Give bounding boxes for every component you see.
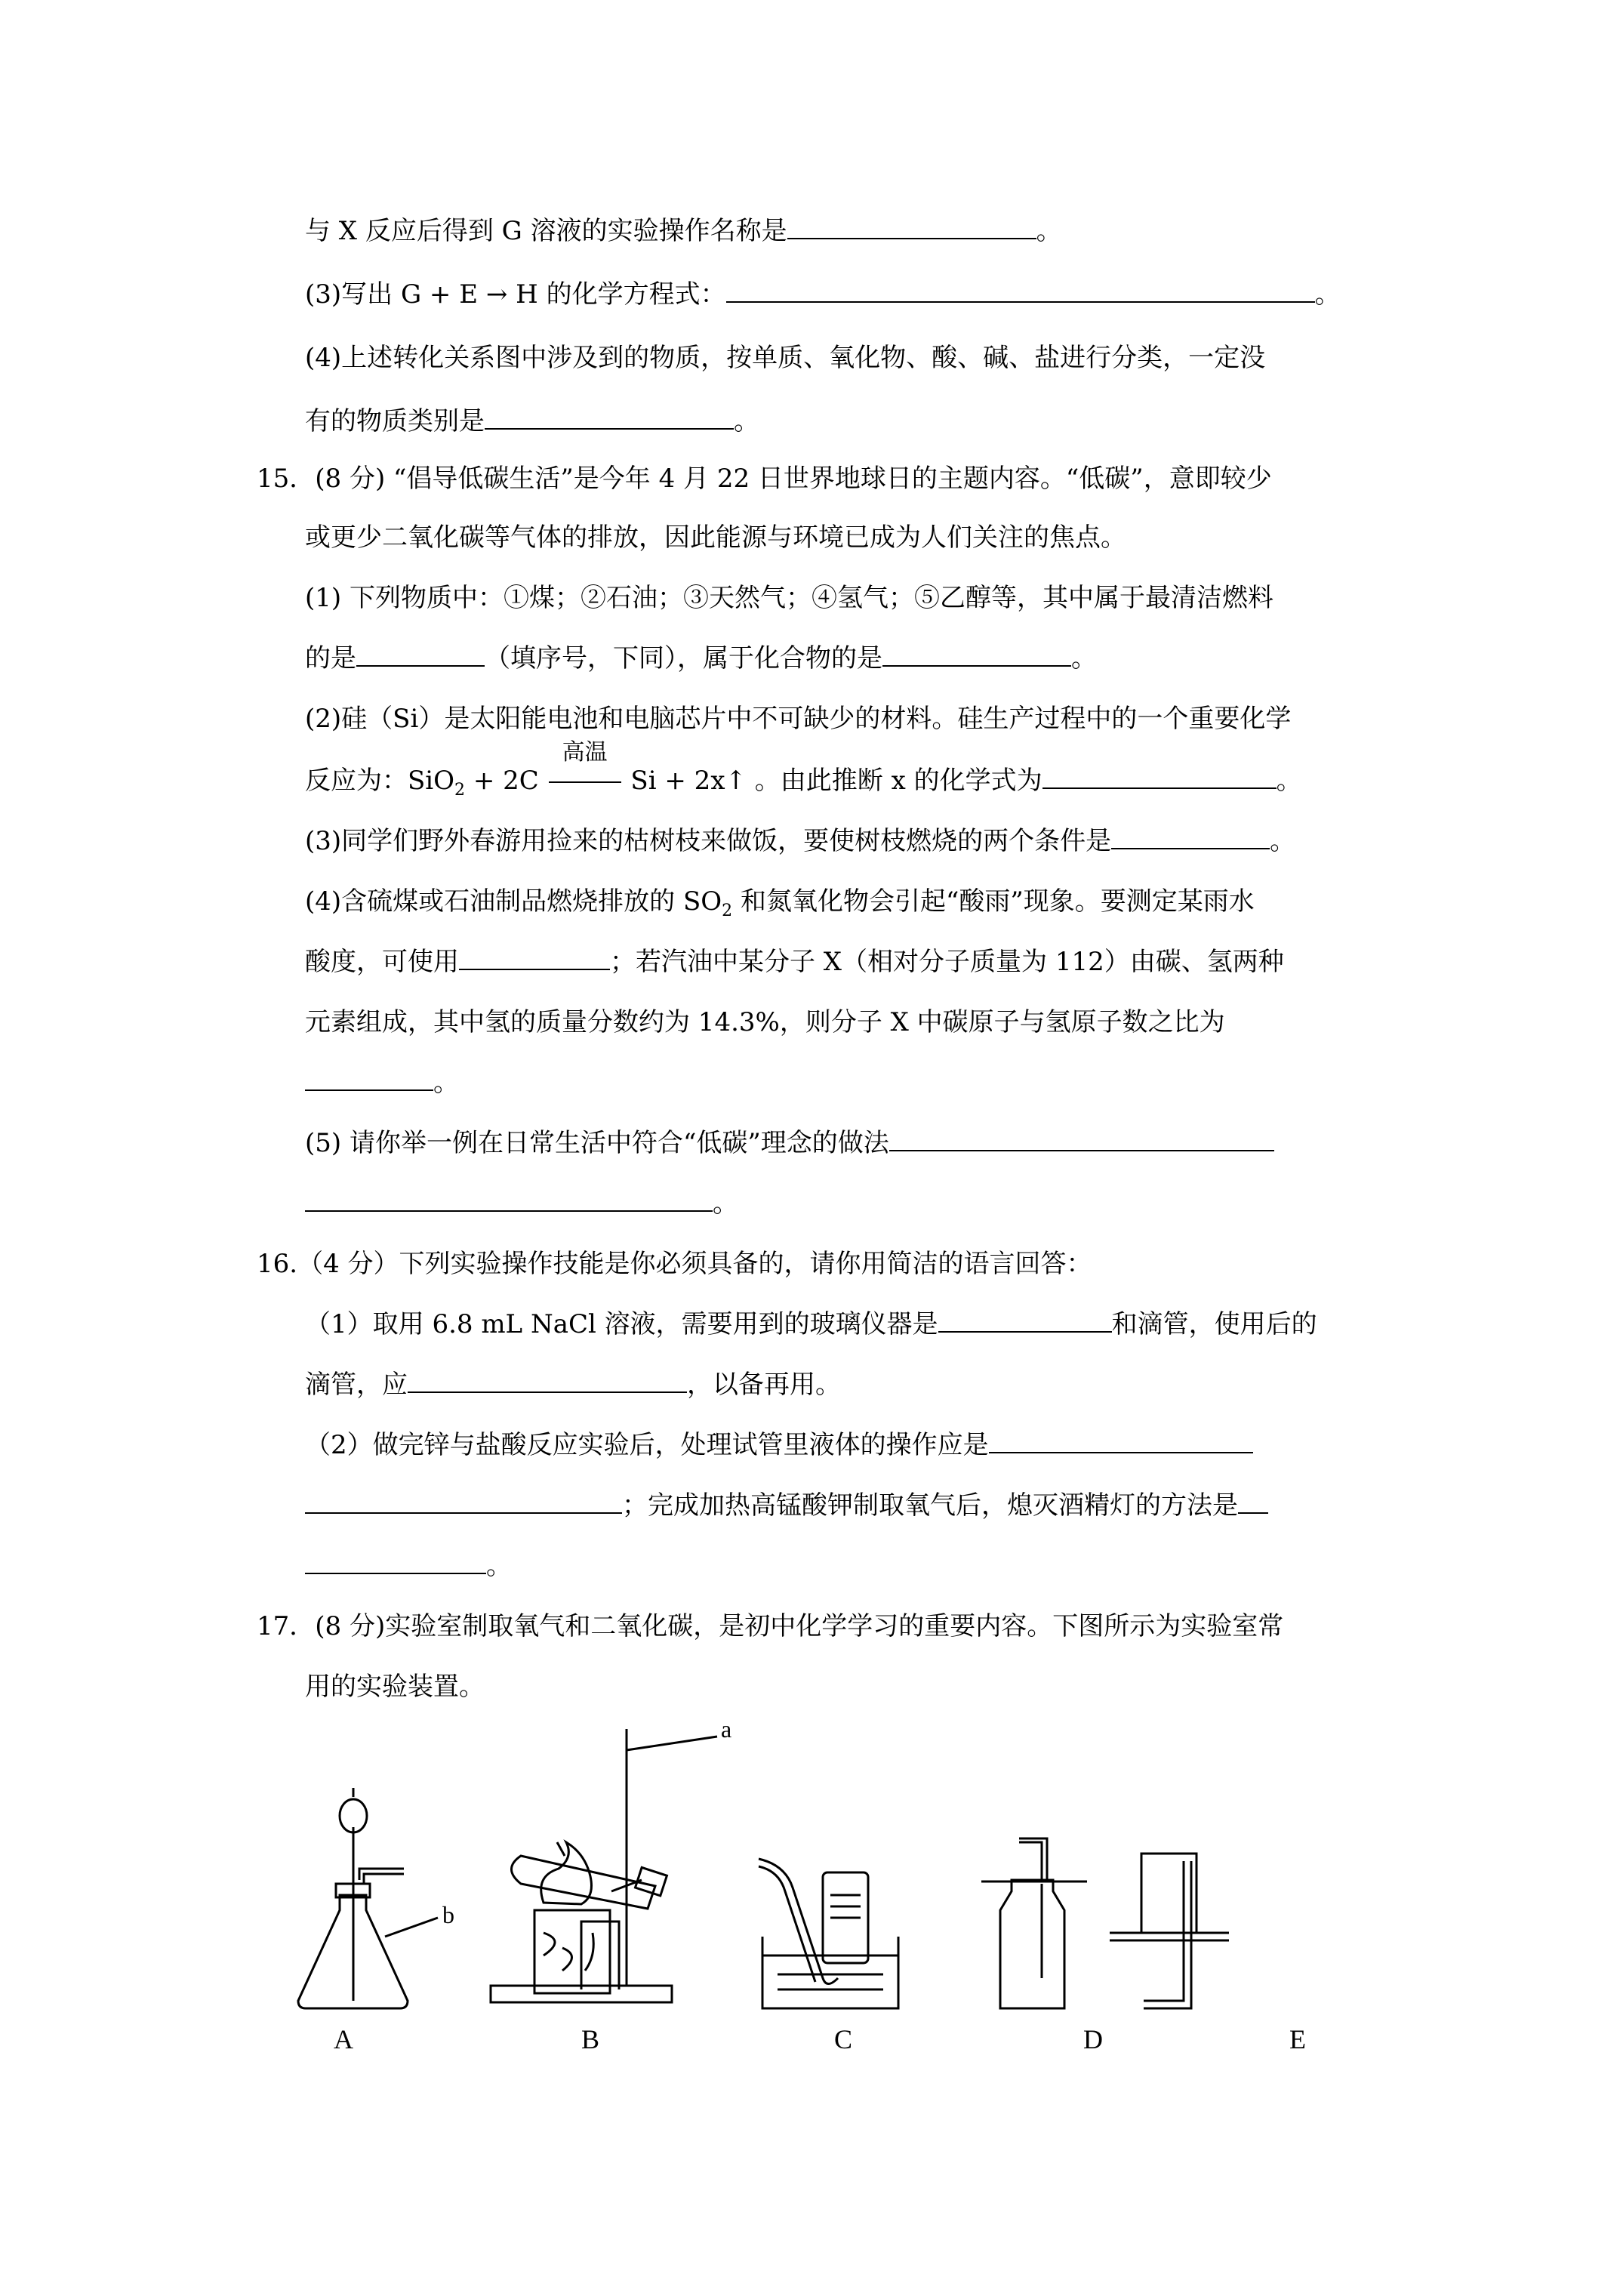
q15-part5-line2: 。 — [305, 1187, 738, 1220]
apparatus-drawing — [294, 1729, 1374, 2061]
q15-part2-line2: 反应为：SiO$_2$ + 2C 高温 Si + 2x↑ 。由此推断 x 的化学式为 。 — [305, 739, 1302, 800]
answer-blank[interactable] — [1238, 1490, 1268, 1514]
answer-blank[interactable] — [305, 1067, 433, 1091]
figure-label-a: A — [334, 2024, 353, 2054]
answer-blank[interactable] — [882, 643, 1071, 667]
marker-a: a — [721, 1715, 732, 1743]
answer-blank[interactable] — [889, 1127, 1274, 1151]
apparatus-a-conical-flask — [298, 1788, 438, 2008]
answer-blank[interactable] — [1042, 765, 1277, 789]
q16-part1-line1: （1）取用 6.8 mL NaCl 溶液，需要用到的玻璃仪器是 和滴管，使用后的 — [305, 1309, 1317, 1339]
answer-blank[interactable] — [305, 1188, 713, 1212]
q15-part1-line2: 的是 （填序号，下同），属于化合物的是 。 — [305, 643, 1097, 673]
figure-label-b: B — [581, 2024, 600, 2054]
answer-blank[interactable] — [305, 1490, 622, 1514]
q15-part1-line1: (1) 下列物质中：①煤；②石油；③天然气；④氢气；⑤乙醇等，其中属于最清洁燃料 — [305, 583, 1273, 613]
reaction-condition-arrow: 高温 — [547, 764, 623, 797]
q15-part4-line3: 元素组成，其中氢的质量分数约为 14.3%，则分子 X 中碳原子与氢原子数之比为 — [305, 1007, 1225, 1037]
figure-label-e: E — [1289, 2024, 1306, 2054]
q16-part2-line2: ；完成加热高锰酸钾制取氧气后，熄灭酒精灯的方法是 — [305, 1489, 1268, 1522]
answer-blank[interactable] — [408, 1369, 687, 1393]
q16-heading: 16.（4 分）下列实验操作技能是你必须具备的，请你用简洁的语言回答： — [257, 1249, 1092, 1279]
q15-part4-line1: (4)含硫煤或石油制品燃烧排放的 $SO_2$ 和氮氧化物会引起“酸雨”现象。要测定某雨水 — [305, 886, 1255, 920]
answer-blank[interactable] — [305, 1550, 486, 1574]
marker-b: b — [442, 1901, 454, 1928]
figure-label-d: D — [1083, 2024, 1103, 2054]
q14-part4-line2: 有的物质类别是 。 — [305, 406, 759, 436]
q15-part4-line4: 。 — [305, 1066, 459, 1099]
apparatus-d-gas-jar — [981, 1838, 1087, 2008]
answer-blank[interactable] — [459, 946, 610, 970]
lab-apparatus-figure — [294, 1715, 1374, 2061]
q15-part3: (3)同学们野外春游用捡来的枯树枝来做饭，要使树枝燃烧的两个条件是 。 — [305, 826, 1296, 856]
q15-part5-line1: (5) 请你举一例在日常生活中符合“低碳”理念的做法 — [305, 1126, 1274, 1160]
answer-blank[interactable] — [485, 405, 734, 430]
apparatus-c-water-trough — [759, 1859, 898, 2008]
q15-heading-line1: 15．(8 分) “倡导低碳生活”是今年 4 月 22 日世界地球日的主题内容。“低碳”，意即较少 — [257, 464, 1272, 494]
answer-blank[interactable] — [938, 1308, 1112, 1333]
q16-part1-line2: 滴管，应 ，以备再用。 — [305, 1370, 841, 1400]
q17-heading-line2: 用的实验装置。 — [305, 1672, 485, 1702]
figure-label-c: C — [834, 2024, 853, 2054]
answer-blank[interactable] — [356, 643, 485, 667]
q14-part4-line1: (4)上述转化关系图中涉及到的物质，按单质、氧化物、酸、碱、盐进行分类，一定没 — [305, 343, 1266, 373]
q16-part2-line1: （2）做完锌与盐酸反应实验后，处理试管里液体的操作应是 — [305, 1428, 1253, 1462]
q15-part2-line1: (2)硅（Si）是太阳能电池和电脑芯片中不可缺少的材料。硅生产过程中的一个重要化学 — [305, 704, 1292, 734]
q15-part4-line2: 酸度，可使用 ；若汽油中某分子 X（相对分子质量为 112）由碳、氢两种 — [305, 947, 1284, 977]
q15-heading-line2: 或更少二氧化碳等气体的排放，因此能源与环境已成为人们关注的焦点。 — [305, 522, 1126, 553]
q17-heading-line1: 17．(8 分)实验室制取氧气和二氧化碳，是初中化学学习的重要内容。下图所示为实验室常 — [257, 1611, 1284, 1641]
apparatus-b-heating-setup — [491, 1729, 717, 2002]
apparatus-e-inverted-jar — [1110, 1854, 1229, 2008]
answer-blank[interactable] — [989, 1429, 1253, 1453]
answer-blank[interactable] — [1111, 825, 1270, 849]
answer-blank[interactable] — [787, 215, 1036, 239]
q14-part3: (3)写出 G + E → H 的化学方程式： 。 — [305, 279, 1341, 310]
q16-part2-line3: 。 — [305, 1549, 512, 1583]
q14-continuation: 与 X 反应后得到 G 溶液的实验操作名称是 。 — [305, 216, 1062, 246]
answer-blank[interactable] — [726, 279, 1315, 303]
